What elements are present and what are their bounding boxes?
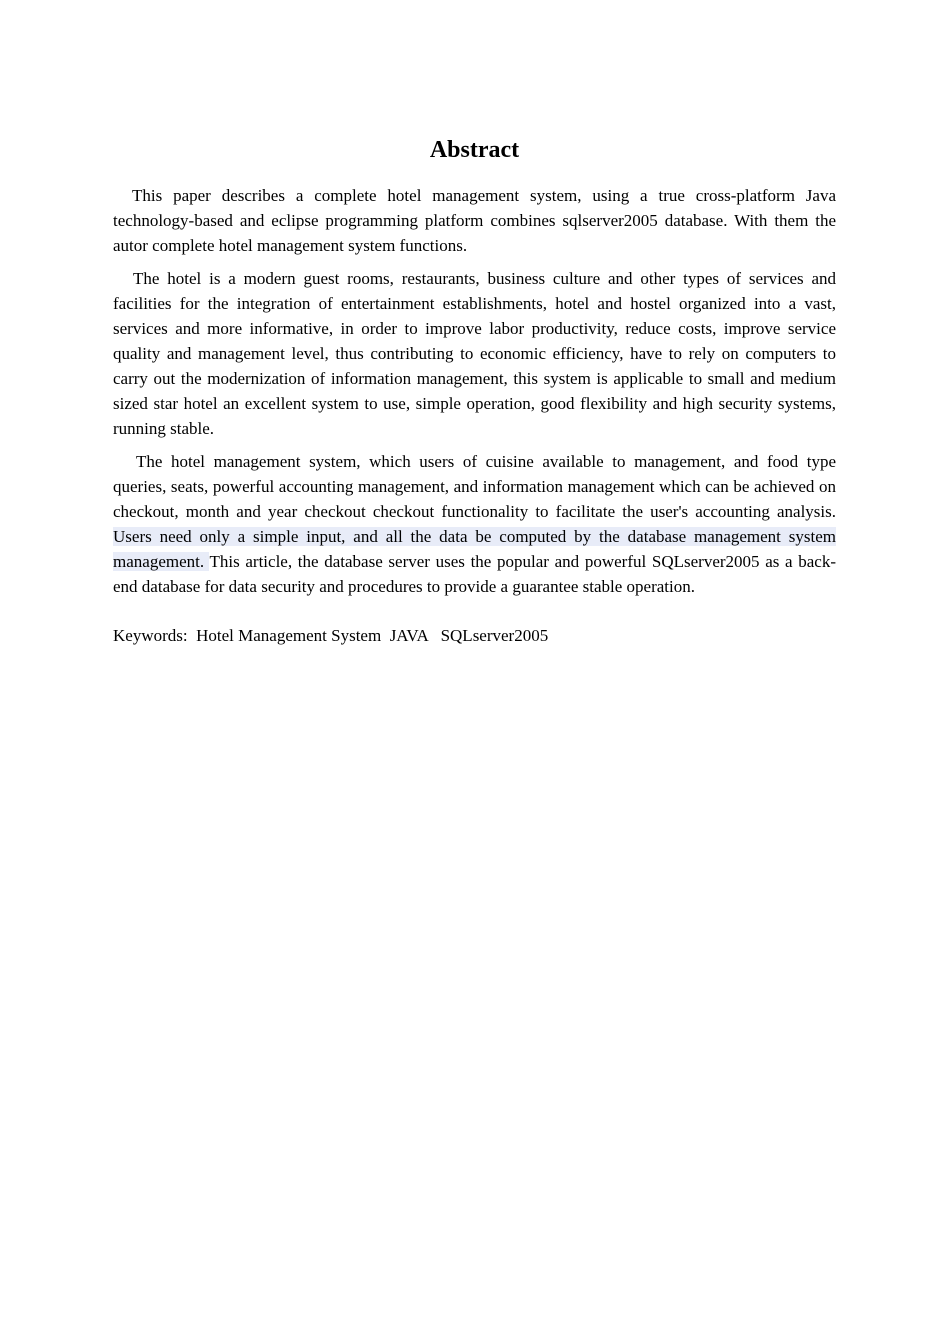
abstract-paragraph-2: The hotel is a modern guest rooms, restaurants, business culture and other types of services and facilities for the integration of entertainment establishments, hotel and hostel organized into a vast, services and more informative, in order to improve labor productivity, reduce costs, improve service quality and management level, thus contributing to economic efficiency, have to rely on computers to carry out the modernization of information management, this system is applicable to small and medium sized star hotel an excellent system to use, simple operation, good flexibility and high security systems, running stable. xyxy=(113,269,836,438)
keywords-line xyxy=(113,623,836,648)
paragraph-3-text-end: This article, the database server uses the popular and powerful SQLserver2005 as a back-end database for data security and procedures to provide a guarantee stable operation. xyxy=(113,552,837,596)
paragraph-3-text-start: The hotel management system, which users of cuisine available to management, and food type queries, seats, powerful accounting management, and information management which can be achieved on checkout, month and year checkout checkout functionality to facilitate the user's accounting analysis. xyxy=(113,452,836,521)
keyword-item: SQLserver2005 xyxy=(440,626,549,645)
abstract-paragraph-1: This paper describes a complete hotel management system, using a true cross-platform Java technology-based and eclipse programming platform combines sqlserver2005 database. With them the autor complete hotel management system functions. xyxy=(113,186,836,255)
abstract-section xyxy=(113,134,836,648)
keyword-item: Hotel Management System xyxy=(196,626,382,645)
abstract-paragraph-3 xyxy=(113,449,836,599)
abstract-title: Abstract xyxy=(429,137,520,163)
keyword-item: JAVA xyxy=(389,626,428,645)
highlighted-sentence: Users need only a simple input, and all the data be computed by the database management system management. xyxy=(113,527,836,571)
keywords-label: Keywords: xyxy=(113,626,188,645)
